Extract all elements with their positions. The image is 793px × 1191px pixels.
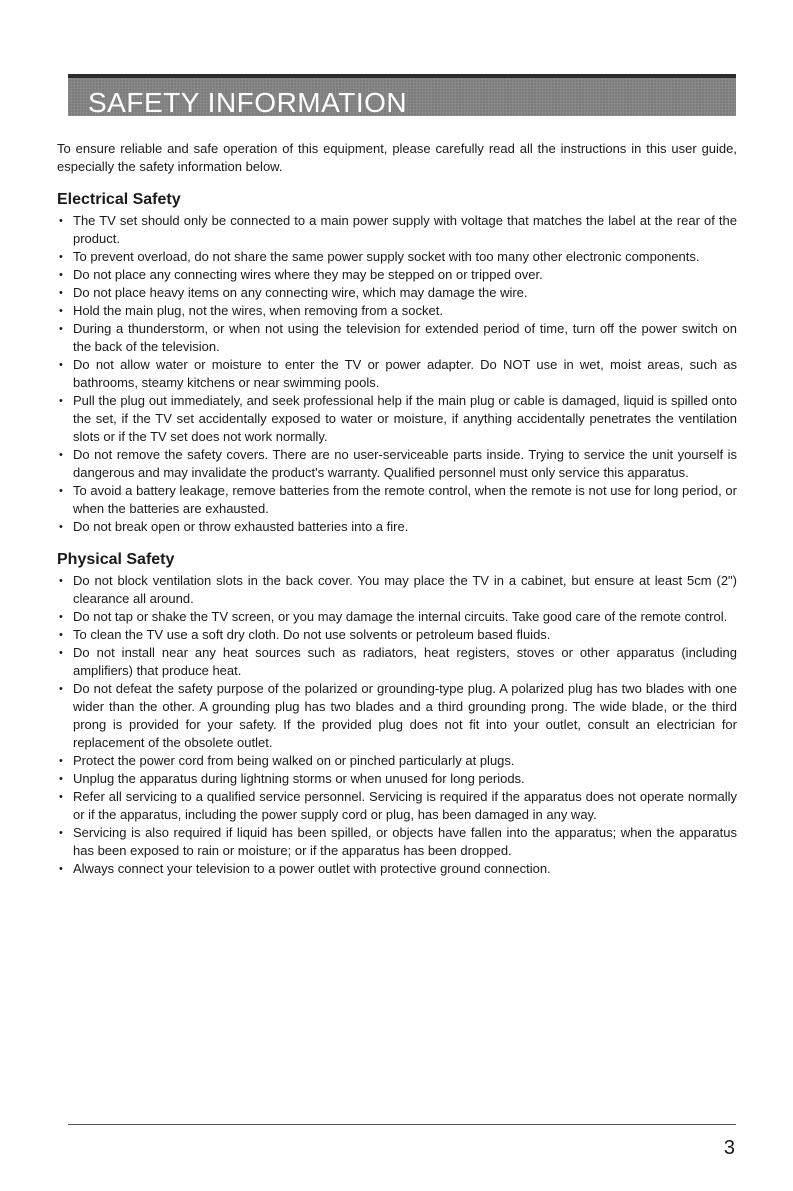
bullet-icon: •: [59, 629, 63, 641]
physical-safety-heading: Physical Safety: [57, 551, 175, 568]
bullet-icon: •: [59, 485, 63, 497]
physical-safety-item: [57, 680, 737, 752]
electrical-safety-item: [57, 482, 737, 518]
physical-safety-item: [57, 644, 737, 680]
bullet-icon: •: [59, 251, 63, 263]
bullet-icon: •: [59, 269, 63, 281]
bullet-icon: •: [59, 755, 63, 767]
physical-safety-item-text: To clean the TV use a soft dry cloth. Do not use solvents or petroleum based fluids.: [73, 627, 551, 642]
electrical-safety-item-text: To avoid a battery leakage, remove batteries from the remote control, when the remote is not use for long period, or when the batteries are exhausted.: [73, 483, 737, 516]
bullet-icon: •: [59, 773, 63, 785]
bullet-icon: •: [59, 215, 63, 227]
physical-safety-item-text: Do not block ventilation slots in the back cover. You may place the TV in a cabinet, but ensure at least 5cm (2") clearance all around.: [73, 573, 737, 606]
physical-safety-item: [57, 860, 737, 878]
physical-safety-item: [57, 788, 737, 824]
electrical-safety-item: [57, 284, 737, 302]
electrical-safety-item-text: Pull the plug out immediately, and seek professional help if the main plug or cable is damaged, liquid is spilled onto the set, if the TV set accidentally exposed to water or moisture, if anything accidentally penetrates the ventilation slots or if the TV set does not work normally.: [73, 393, 737, 444]
electrical-safety-item-text: Do not place any connecting wires where they may be stepped on or tripped over.: [73, 267, 543, 282]
bullet-icon: •: [59, 827, 63, 839]
physical-safety-list: [57, 572, 737, 878]
bullet-icon: •: [59, 791, 63, 803]
physical-safety-item: [57, 608, 737, 626]
physical-safety-item-text: Unplug the apparatus during lightning storms or when unused for long periods.: [73, 771, 525, 786]
physical-safety-item-text: Servicing is also required if liquid has been spilled, or objects have fallen into the apparatus; when the apparatus has been exposed to rain or moisture; or if the apparatus has been dropped.: [73, 825, 737, 858]
bullet-icon: •: [59, 395, 63, 407]
physical-safety-item: [57, 770, 737, 788]
electrical-safety-heading: Electrical Safety: [57, 191, 181, 208]
electrical-safety-item-text: Do not break open or throw exhausted batteries into a fire.: [73, 519, 409, 534]
electrical-safety-item: [57, 266, 737, 284]
physical-safety-item: [57, 572, 737, 608]
bullet-icon: •: [59, 287, 63, 299]
bullet-icon: •: [59, 611, 63, 623]
electrical-safety-item-text: To prevent overload, do not share the same power supply socket with too many other electronic components.: [73, 249, 700, 264]
electrical-safety-item: [57, 446, 737, 482]
physical-safety-item-text: Refer all servicing to a qualified service personnel. Servicing is required if the apparatus does not operate normally or if the apparatus, including the power supply cord or plug, has been damaged in any way.: [73, 789, 737, 822]
electrical-safety-item-text: The TV set should only be connected to a main power supply with voltage that matches the label at the rear of the product.: [73, 213, 737, 246]
electrical-safety-item-text: Hold the main plug, not the wires, when removing from a socket.: [73, 303, 443, 318]
footer-divider: [68, 1124, 736, 1125]
bullet-icon: •: [59, 521, 63, 533]
bullet-icon: •: [59, 323, 63, 335]
electrical-safety-item: [57, 518, 737, 536]
physical-safety-item-text: Do not tap or shake the TV screen, or you may damage the internal circuits. Take good care of the remote control.: [73, 609, 728, 624]
bullet-icon: •: [59, 359, 63, 371]
intro-paragraph: To ensure reliable and safe operation of this equipment, please carefully read all the instructions in this user guide, especially the safety information below.: [57, 141, 737, 174]
physical-safety-item: [57, 626, 737, 644]
physical-safety-item: [57, 824, 737, 860]
electrical-safety-item: [57, 302, 737, 320]
bullet-icon: •: [59, 647, 63, 659]
physical-safety-item-text: Do not defeat the safety purpose of the polarized or grounding-type plug. A polarized plug has two blades with one wider than the other. A grounding plug has two blades and a third grounding prong. The wide blade, or the third prong is provided for your safety. If the provided plug does not fit into your outlet, consult an electrician for replacement of the obsolete outlet.: [73, 681, 737, 750]
electrical-safety-item: [57, 248, 737, 266]
electrical-safety-item-text: Do not allow water or moisture to enter the TV or power adapter. Do NOT use in wet, moist areas, such as bathrooms, steamy kitchens or near swimming pools.: [73, 357, 737, 390]
electrical-safety-item: [57, 320, 737, 356]
electrical-safety-item-text: Do not remove the safety covers. There are no user-serviceable parts inside. Trying to service the unit yourself is dangerous and may invalidate the product's warranty. Qualified personnel must only service this apparatus.: [73, 447, 737, 480]
electrical-safety-list: [57, 212, 737, 536]
physical-safety-item: [57, 752, 737, 770]
physical-safety-item-text: Protect the power cord from being walked on or pinched particularly at plugs.: [73, 753, 515, 768]
content: [57, 140, 737, 878]
page-number: 3: [723, 1137, 735, 1159]
electrical-safety-item: [57, 356, 737, 392]
bullet-icon: •: [59, 863, 63, 875]
page-title: SAFETY INFORMATION: [88, 87, 408, 118]
electrical-safety-item: [57, 392, 737, 446]
electrical-safety-item-text: During a thunderstorm, or when not using the television for extended period of time, turn off the power switch on the back of the television.: [73, 321, 737, 354]
physical-safety-item-text: Do not install near any heat sources such as radiators, heat registers, stoves or other apparatus (including amplifiers) that produce heat.: [73, 645, 737, 678]
electrical-safety-item: [57, 212, 737, 248]
physical-safety-item-text: Always connect your television to a power outlet with protective ground connection.: [73, 861, 551, 876]
electrical-safety-item-text: Do not place heavy items on any connecting wire, which may damage the wire.: [73, 285, 528, 300]
bullet-icon: •: [59, 305, 63, 317]
bullet-icon: •: [59, 683, 63, 695]
bullet-icon: •: [59, 575, 63, 587]
bullet-icon: •: [59, 449, 63, 461]
